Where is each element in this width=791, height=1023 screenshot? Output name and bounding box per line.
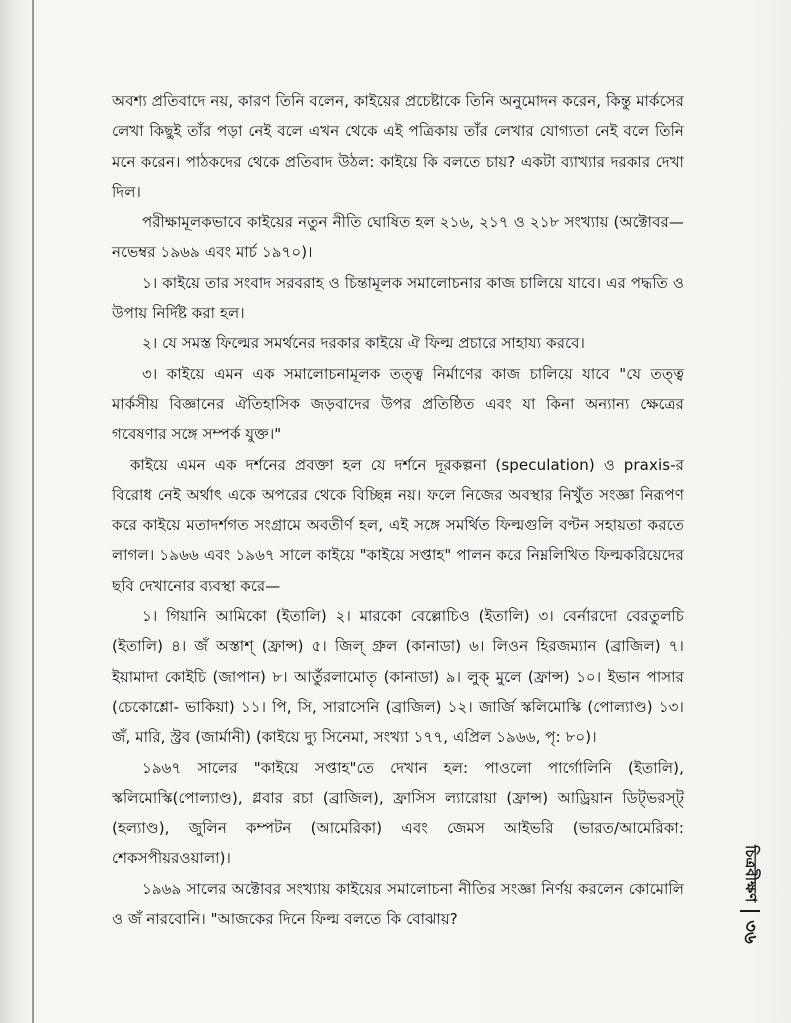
paragraph-3: ১। কাইয়ে তার সংবাদ সরবরাহ ও চিন্তামূলক সমালোচনার কাজ চালিয়ে যাবে। এর পদ্ধতি ও উপায় নির্দিষ্ট করা হল। xyxy=(112,273,684,323)
page-binding-edge xyxy=(32,0,34,1023)
paragraph-1: অবশ্য প্রতিবাদে নয়, কারণ তিনি বলেন, কাইয়ের প্রচেষ্টাকে তিনি অনুমোদন করেন, কিন্তু মার্কসের লেখা কিছুই তাঁর পড়া নেই বলে এখন থেকে এই পত্রিকায় তাঁর লেখার যোগ্যতা নেই বলে তিনি মনে করেন। পাঠকদের থেকে প্রতিবাদ উঠল: কাইয়ে কি বলতে চায়? একটা ব্যাখ্যার দরকার দেখা দিল। xyxy=(112,92,684,201)
paragraph-7: ১। গিয়ানি আমিকো (ইতালি) ২। মারকো বেল্লোচিও (ইতালি) ৩। বের্নারদো বেরতুলচি (ইতালি) ৪। জঁ অস্তাশ্ (ফ্রান্স) ৫। জিল্ গ্রুল (কানাডা) ৬। লিওন হিরজম্যান (ব্রাজিল) ৭। ইয়ামাদা কোইচি (জাপান) ৮। আর্তুঁরলামোতৃ (কানাডা) ৯। লুক্ মুলে (ফ্রান্স) ১০। ইভান পাসার (চেকোশ্লো- ভাকিয়া) ১১। পি, সি, সারাসেনি (ব্রাজিল) ১২। জার্জি স্কলিমোস্কি (পোল্যাণ্ড) ১৩। জঁ, মারি, স্ট্রব (জার্মানী) (কাইয়ে দ্যু সিনেমা, সংখ্যা ১৭৭, এপ্রিল ১৯৬৬, পৃ: ৮০)। xyxy=(112,607,684,747)
paragraph-5: ৩। কাইয়ে এমন এক সমালোচনামূলক তত্ত্ব নির্মাণের কাজ চালিয়ে যাবে "যে তত্ত্ব মার্কসীয় বিজ্ঞানের ঐতিহাসিক জড়বাদের উপর প্রতিষ্ঠিত এবং যা কিনা অন্যান্য ক্ষেত্রের গবেষণার সঙ্গে সম্পর্ক যুক্ত।" xyxy=(112,364,684,444)
paragraph-4: ২। যে সমস্ত ফিল্মের সমর্থনের দরকার কাইয়ে ঐ ফিল্ম প্রচারে সাহায্য করবে। xyxy=(142,334,586,353)
body-text xyxy=(112,86,684,934)
paragraph-6: কাইয়ে এমন এক দর্শনের প্রবক্তা হল যে দর্শনে দূরকল্পনা (speculation) ও praxis-র বিরোধ নেই অর্থাৎ একে অপরের থেকে বিচ্ছিন্ন নয়। ফলে নিজের অবস্থার নিখুঁত সংজ্ঞা নিরূপণ করে কাইয়ে মতাদর্শগত সংগ্রামে অবতীর্ণ হল, এই সঙ্গে সমর্থিত ফিল্মগুলি বণ্টন সহায়তা করতে লাগল। ১৯৬৬ এবং ১৯৬৭ সালে কাইয়ে "কাইয়ে সপ্তাহ" পালন করে নিম্নলিখিত ফিল্মকরিয়েদের ছবি দেখানোর ব্যবস্থা করে— xyxy=(112,455,684,595)
running-head xyxy=(735,845,765,985)
paragraph-9: ১৯৬৯ সালের অক্টোবর সংখ্যায় কাইয়ের সমালোচনা নীতির সংজ্ঞা নির্ণয় করলেন কোমোলি ও জঁ নারবোনি। "আজকের দিনে ফিল্ম বলতে কি বোঝায়? xyxy=(112,879,684,929)
paragraph-8: ১৯৬৭ সালের "কাইয়ে সপ্তাহ"তে দেখান হল: পাওলো পার্গোলিনি (ইতালি), স্কলিমোস্কি(পোল্যাণ্ড), গ্লবার রচা (ব্রাজিল), ফ্রাসিস ল্যারোয়া (ফ্রান্স) আড্রিয়ান ডিট্ভরস্ট্ (হল্যাণ্ড), জুলিন কম্পটন (আমেরিকা) এবং জেমস আইভরি (ভারত/আমেরিকা: শেকসপীয়রওয়ালা)। xyxy=(112,758,684,868)
paragraph-2: পরীক্ষামূলকভাবে কাইয়ের নতুন নীতি ঘোষিত হল ২১৬, ২১৭ ও ২১৮ সংখ্যায় (অক্টোবর—নভেম্বর ১৯৬৯ এবং মার্চ ১৯৭০)। xyxy=(112,213,684,262)
running-head-divider xyxy=(740,910,760,912)
running-head-title: চিত্রবীক্ষণ xyxy=(742,845,761,903)
page-number: ৩৬ xyxy=(740,920,762,944)
